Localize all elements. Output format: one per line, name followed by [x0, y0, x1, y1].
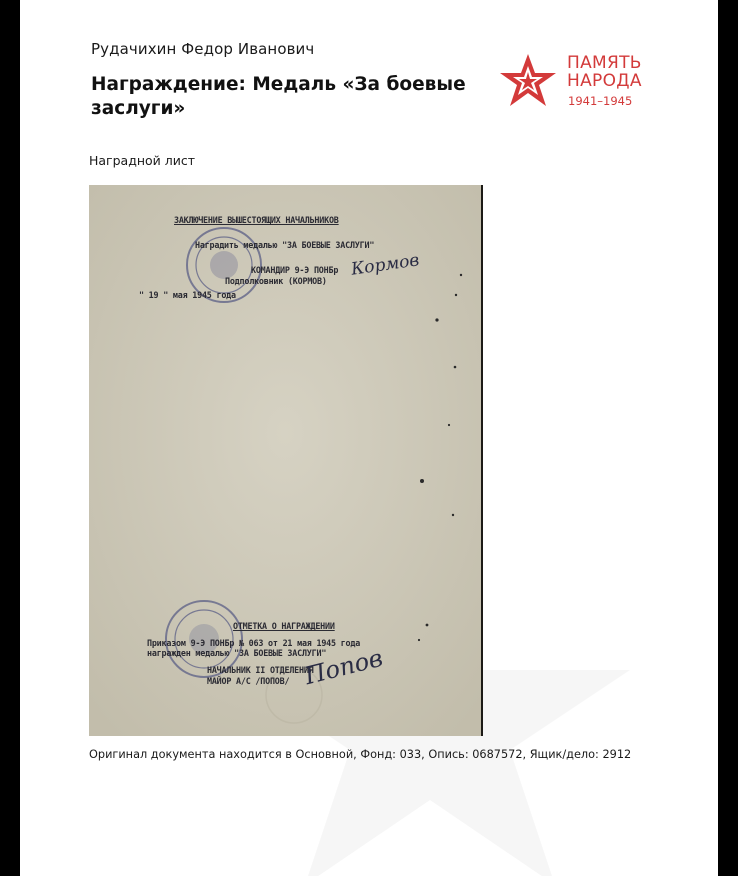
scan-line-major: МАЙОР А/С /ПОПОВ/ — [207, 676, 290, 686]
archive-note: Оригинал документа находится в Основной, Фонд: 033, Опись: 0687572, Ящик/дело: 2912 — [89, 748, 632, 761]
scan-line-chief: НАЧАЛЬНИК II ОТДЕЛЕНИЯ — [207, 665, 314, 675]
award-page — [20, 0, 718, 876]
scan-line-award: Наградить медалью "ЗА БОЕВЫЕ ЗАСЛУГИ" — [195, 240, 375, 250]
logo-line2: НАРОДА — [567, 71, 642, 91]
signature-commander: Кормов — [349, 250, 421, 280]
scan-heading-award-mark: ОТМЕТКА О НАГРАЖДЕНИИ — [233, 621, 335, 631]
award-title: Награждение: Медаль «За боевые заслуги» — [91, 74, 466, 119]
document-type-label: Наградной лист — [89, 153, 196, 168]
document-scan-image[interactable] — [89, 185, 483, 736]
scan-heading-conclusion: ЗАКЛЮЧЕНИЕ ВЫШЕСТОЯЩИХ НАЧАЛЬНИКОВ — [174, 215, 339, 225]
scan-line-order: Приказом 9-Э ПОНБр № 063 от 21 мая 1945 года — [147, 638, 361, 648]
person-name: Рудачихин Федор Иванович — [91, 40, 315, 58]
scan-line-rank: Подполковник (КОРМОВ) — [225, 276, 327, 286]
pamyat-naroda-logo[interactable] — [497, 52, 677, 112]
signature-chief: Попов — [301, 643, 386, 691]
logo-line1: ПАМЯТЬ — [567, 53, 642, 73]
scan-date-line: " 19 " мая 1945 года — [139, 290, 236, 300]
scan-line-commander: КОМАНДИР 9-Э ПОНБр — [251, 265, 339, 275]
scan-line-awarded: награжден медалью "ЗА БОЕВЫЕ ЗАСЛУГИ" — [147, 648, 327, 658]
logo-years: 1941–1945 — [568, 94, 633, 108]
red-star-icon — [497, 52, 559, 110]
